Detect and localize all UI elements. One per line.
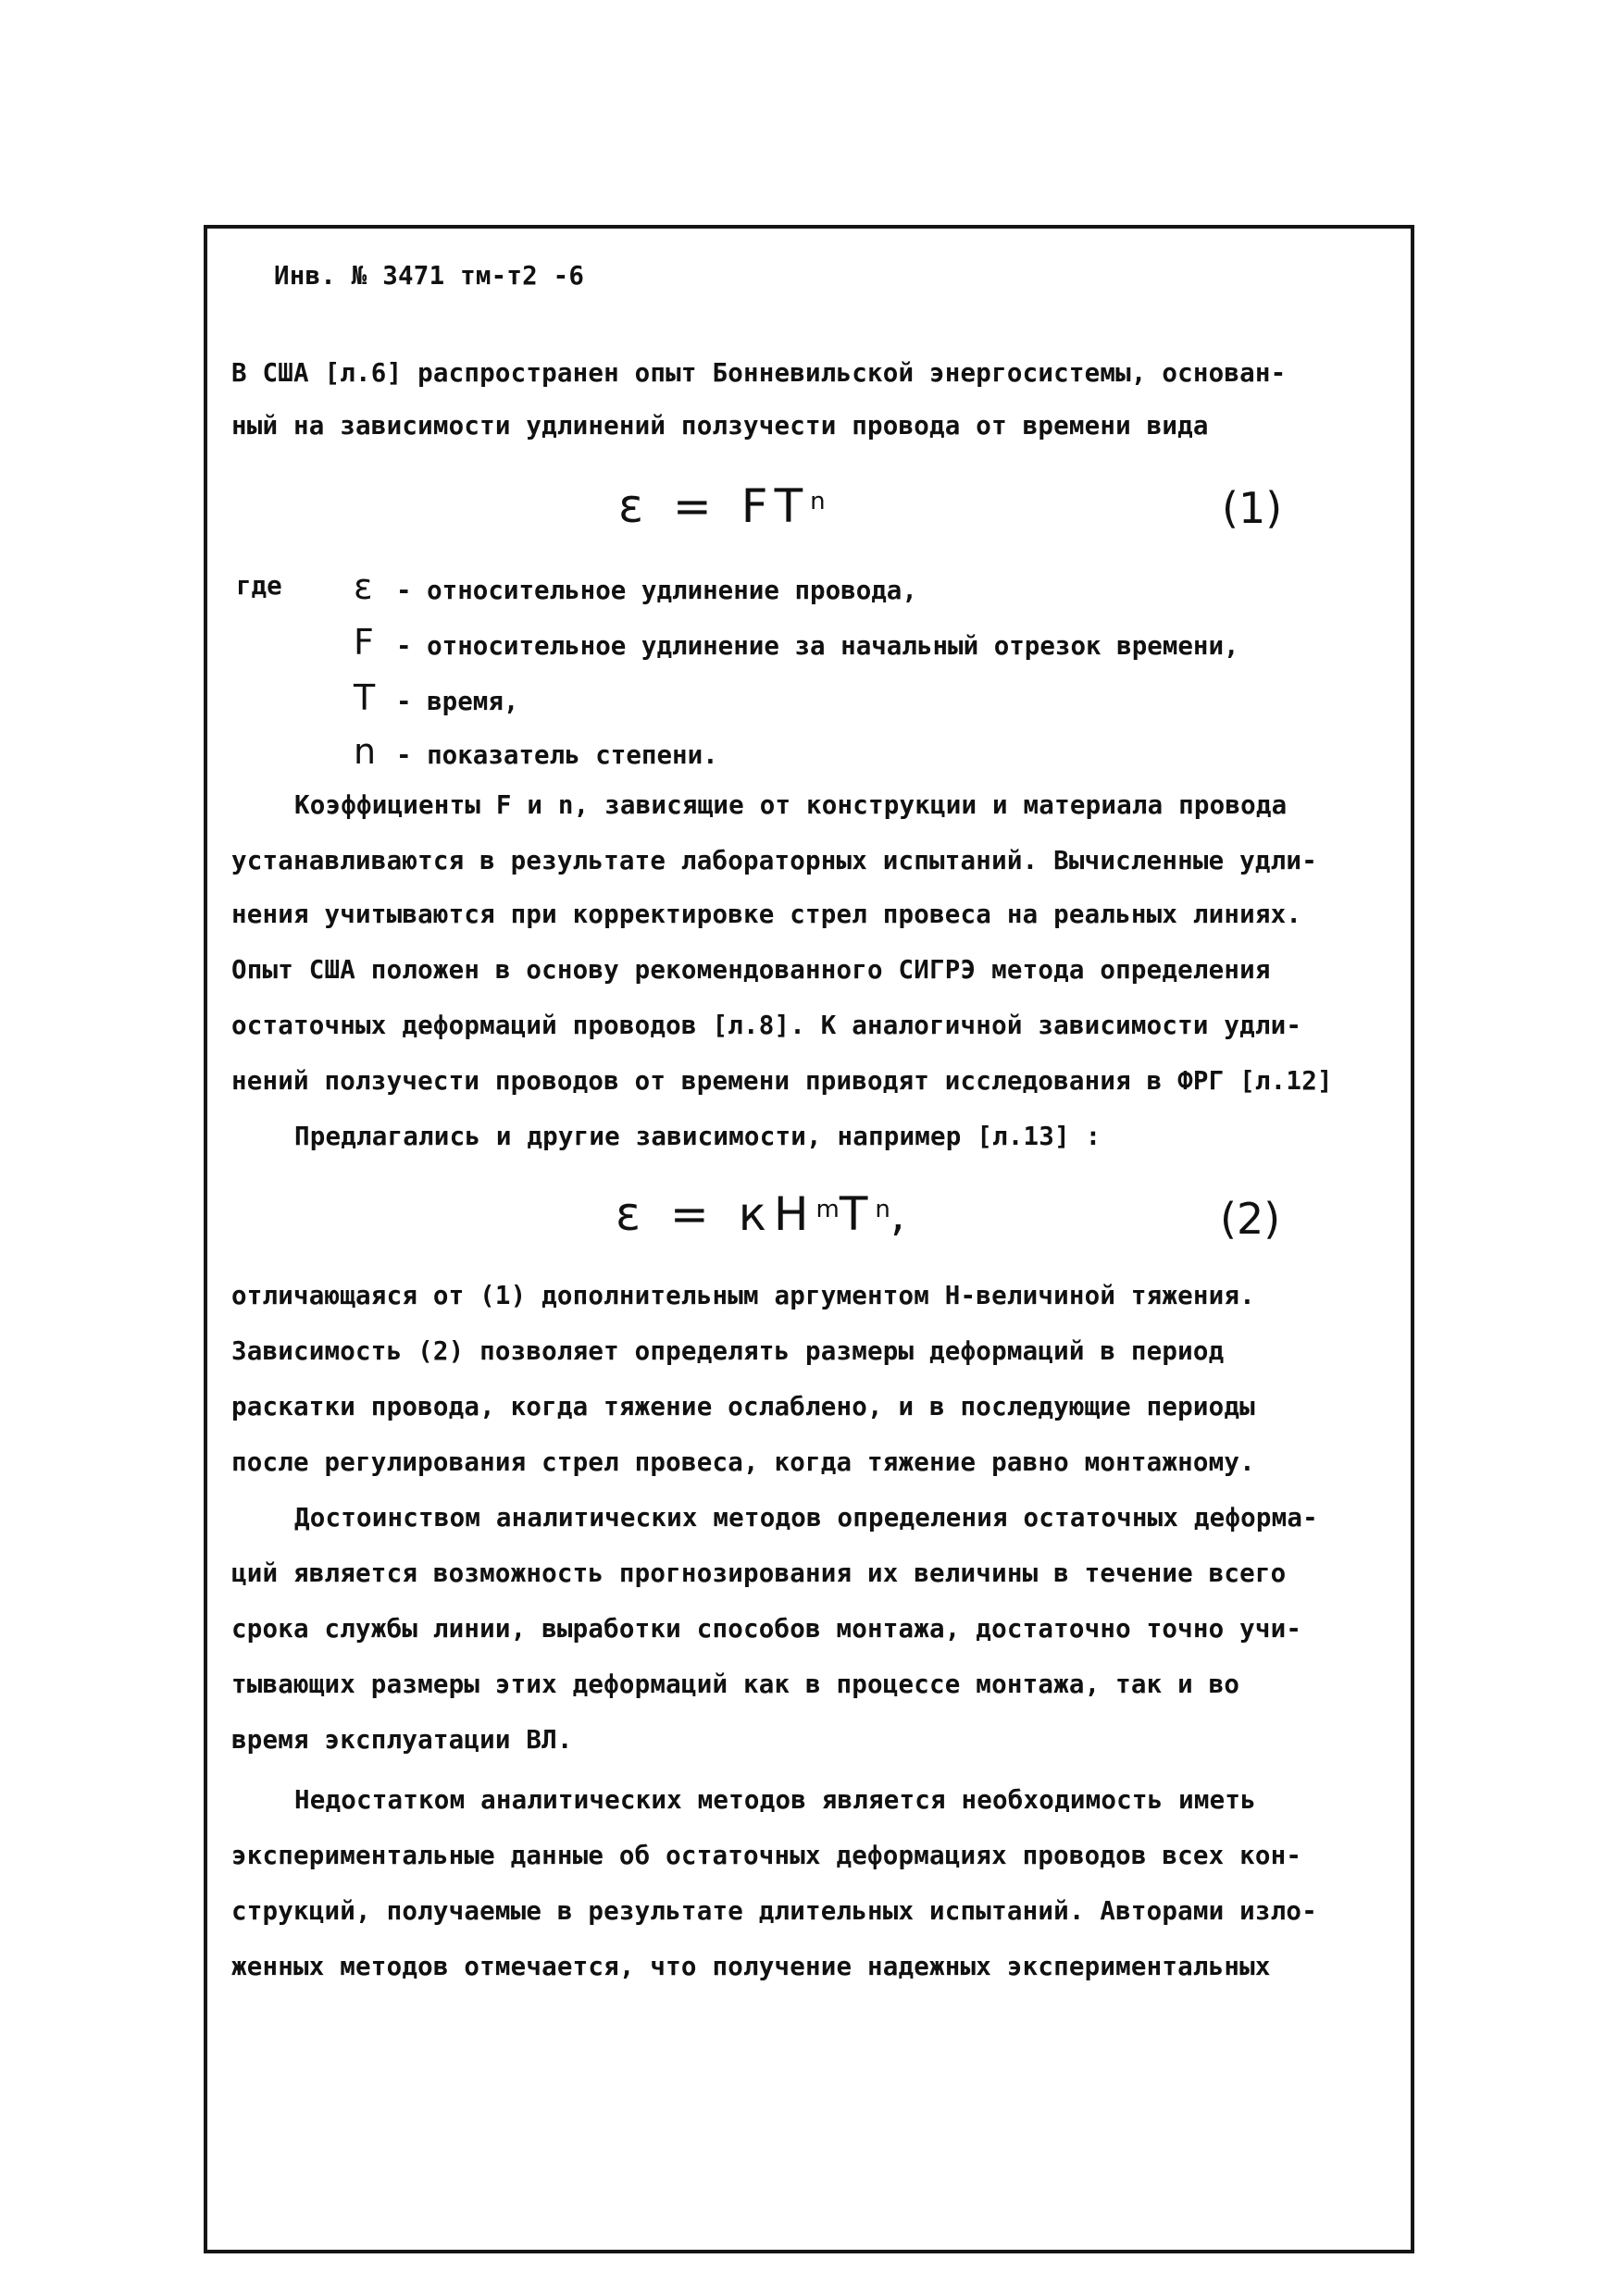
- definition-F: F - относительное удлинение за начальный отрезок времени,: [354, 622, 1239, 663]
- document-header: Инв. № 3471 тм-т2 -6: [274, 261, 585, 291]
- text-line: ный на зависимости удлинений ползучести провода от времени вида: [231, 411, 1209, 441]
- text-line: раскатки провода, когда тяжение ослаблено, и в последующие периоды: [231, 1392, 1255, 1421]
- text-line: срока службы линии, выработки способов монтажа, достаточно точно учи-: [231, 1614, 1302, 1644]
- text-line: нений ползучести проводов от времени приводят исследования в ФРГ [л.12]: [231, 1066, 1333, 1096]
- text-line: Недостатком аналитических методов является необходимость иметь: [294, 1785, 1256, 1815]
- text-line: после регулирования стрел провеса, когда тяжение равно монтажному.: [231, 1447, 1255, 1477]
- definition-epsilon: ε - относительное удлинение провода,: [354, 566, 917, 607]
- equation-2-number: (2): [1220, 1194, 1281, 1244]
- text-line: устанавливаются в результате лабораторных испытаний. Вычисленные удли-: [231, 846, 1317, 875]
- text-line: Достоинством аналитических методов определения остаточных деформа-: [294, 1503, 1318, 1533]
- text-line: В США [л.6] распространен опыт Бонневильской энергосистемы, основан-: [231, 358, 1287, 388]
- equation-1-number: (1): [1222, 483, 1283, 533]
- text-line: нения учитываются при корректировке стрел провеса на реальных линиях.: [231, 900, 1302, 929]
- text-line: отличающаяся от (1) дополнительным аргументом H-величиной тяжения.: [231, 1281, 1255, 1310]
- text-line: струкций, получаемые в результате длительных испытаний. Авторами изло-: [231, 1896, 1317, 1926]
- text-line: остаточных деформаций проводов [л.8]. К аналогичной зависимости удли-: [231, 1011, 1302, 1040]
- text-line: экспериментальные данные об остаточных деформациях проводов всех кон-: [231, 1841, 1302, 1870]
- definition-n: n - показатель степени.: [354, 731, 718, 772]
- equation-2: $\varepsilon = кH^mT^n$,: [616, 1187, 913, 1241]
- where-label: где: [236, 571, 282, 601]
- text-line: ций является возможность прогнозирования их величины в течение всего: [231, 1558, 1287, 1588]
- equation-1: $\varepsilon = FT^n$: [618, 479, 826, 533]
- text-line: женных методов отмечается, что получение надежных экспериментальных: [231, 1952, 1271, 1981]
- text-line: время эксплуатации ВЛ.: [231, 1725, 573, 1755]
- text-line: Предлагались и другие зависимости, например [л.13] :: [294, 1122, 1101, 1151]
- text-line: тывающих размеры этих деформаций как в процессе монтажа, так и во: [231, 1669, 1240, 1699]
- text-line: Зависимость (2) позволяет определять размеры деформаций в период: [231, 1336, 1225, 1366]
- definition-T: T - время,: [354, 677, 519, 718]
- text-line: Коэффициенты F и n, зависящие от конструкции и материала провода: [294, 790, 1288, 820]
- text-line: Опыт США положен в основу рекомендованного СИГРЭ метода определения: [231, 955, 1271, 985]
